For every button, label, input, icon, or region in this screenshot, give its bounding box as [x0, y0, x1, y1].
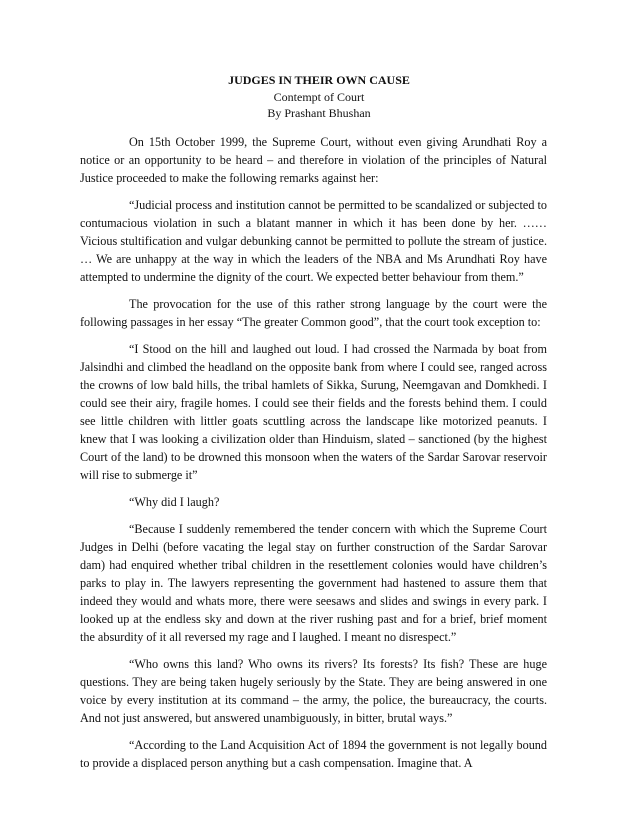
- paragraph-why-laugh: “Why did I laugh?: [129, 495, 220, 509]
- document-title: JUDGES IN THEIR OWN CAUSE: [228, 73, 410, 87]
- document-author: By Prashant Bhushan: [267, 106, 371, 120]
- paragraph-who-owns: “Who owns this land? Who owns its rivers? Its forests? Its fish? These are huge questions. They are being taken hugely seriously by the State. They are being answered in one voice by every institution at its command – the army, the police, the bureaucracy, the courts. And not just answered, but answered unambiguously, in bitter, brutal ways.”: [80, 657, 547, 725]
- document-body: [80, 133, 547, 772]
- paragraph-intro: On 15th October 1999, the Supreme Court, without even giving Arundhati Roy a notice or an opportunity to be heard – and therefore in violation of the principles of Natural Justice proceeded to make the following remarks against her:: [80, 135, 547, 185]
- paragraph-because: “Because I suddenly remembered the tender concern with which the Supreme Court Judges in Delhi (before vacating the legal stay on further construction of the Sardar Sarovar dam) had enquired whether tribal children in the resettlement colonies would have children’s parks to play in. The lawyers representing the government had hastened to assure them that indeed they would and whats more, there were seesaws and slides and swings in every park. I looked up at the endless sky and down at the river rushing past and for a brief, brief moment the absurdity of it all reversed my rage and I laughed. I meant no disrespect.”: [80, 522, 547, 644]
- paragraph-court-quote: “Judicial process and institution cannot be permitted to be scandalized or subjected to contumacious violation in such a blatant manner in which it has been done by her. …… Vicious stultification and vulgar debunking cannot be permitted to pollute the stream of justice. … We are unhappy at the way in which the leaders of the NBA and Ms Arundhati Roy have attempted to undermine the dignity of the court. We expected better behaviour from them.”: [80, 198, 547, 284]
- paragraph-land-acquisition: “According to the Land Acquisition Act of 1894 the government is not legally bound to provide a displaced person anything but a cash compensation. Imagine that. A: [80, 738, 547, 770]
- paragraph-essay-hill: “I Stood on the hill and laughed out loud. I had crossed the Narmada by boat from Jalsindhi and climbed the headland on the opposite bank from where I could see, ranged across the crowns of low bald hills, the tribal hamlets of Sikka, Surung, Neemgavan and Domkhedi. I could see their airy, fragile homes. I could see their fields and the forests behind them. I could see little children with littler goats scuttling across the landscape like motorized peanuts. I knew that I was looking a civilization older than Hinduism, slated – sanctioned (by the highest Court of the land) to be drowned this monsoon when the waters of the Sardar Sarovar reservoir will rise to submerge it”: [80, 342, 547, 482]
- document-subtitle: Contempt of Court: [273, 90, 365, 104]
- paragraph-provocation: The provocation for the use of this rather strong language by the court were the following passages in her essay “The greater Common good”, that the court took exception to:: [80, 297, 547, 329]
